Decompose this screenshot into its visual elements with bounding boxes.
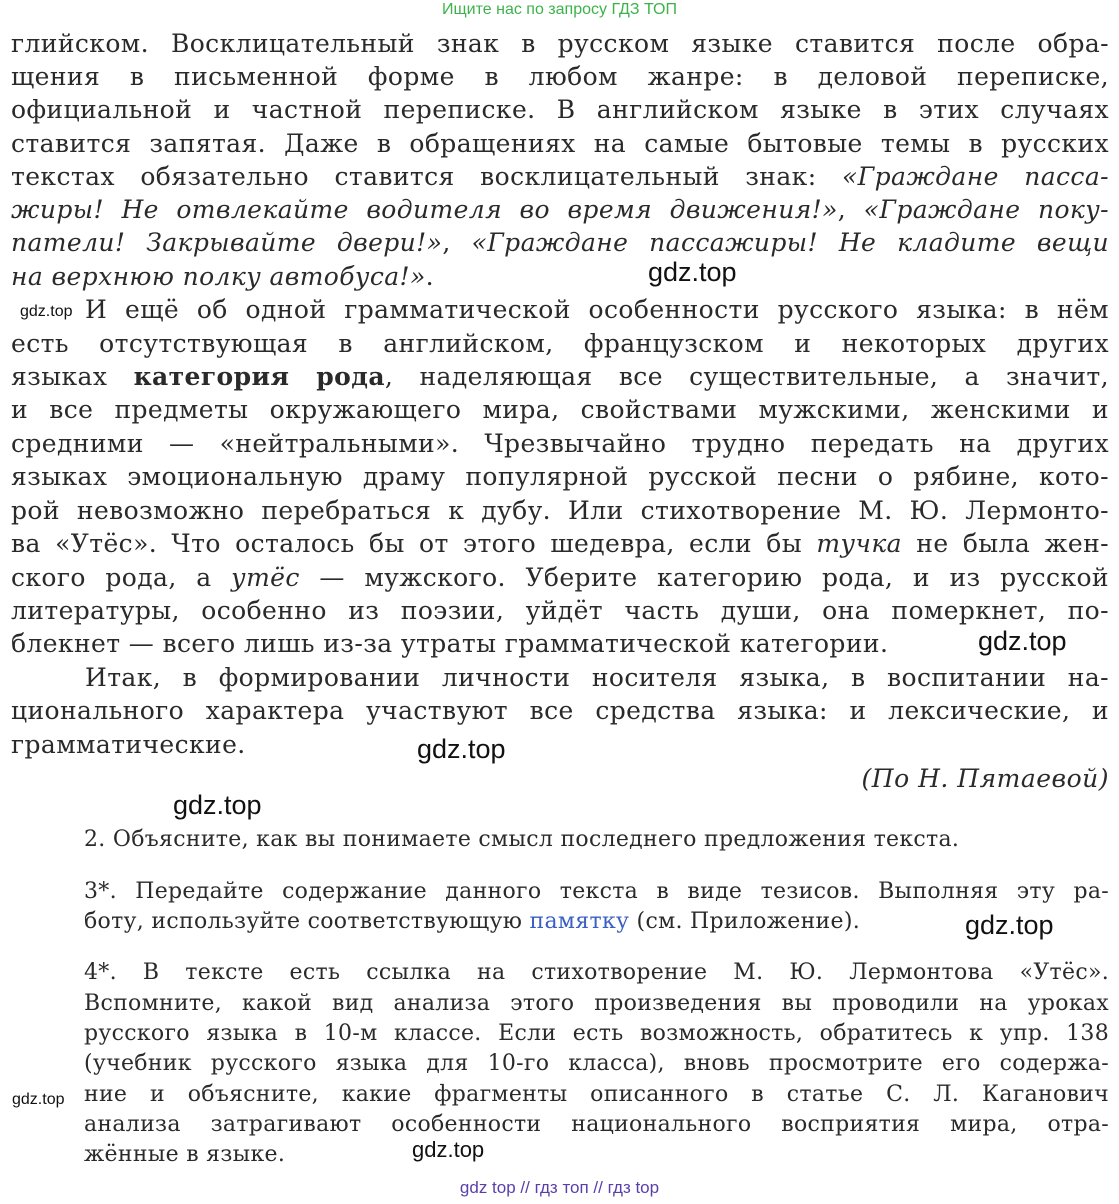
text-line: рой невозможно перебраться к дубу. Или стихотворение М. Ю. Лермонто- [11, 496, 1109, 525]
quote-italic: «Граждане пасса- [841, 162, 1109, 191]
watermark: gdz.top [648, 257, 737, 287]
text-line [11, 360, 1109, 393]
text-line: глийском. Восклицательный знак в русском языке ставится после обра- [11, 29, 1109, 58]
text-span: (см. Приложение). [629, 909, 860, 934]
text-span: , [442, 228, 472, 257]
text-line [11, 260, 1109, 293]
text-line: И ещё об одной грамматической особенности русского языка: в нём [85, 295, 1109, 324]
watermark: gdz.top [173, 790, 262, 820]
watermark: gdz.top [965, 910, 1054, 940]
text-line: есть отсутствующая в английском, французском и некоторых других [11, 329, 1109, 358]
word-italic: утёс [231, 563, 300, 592]
text-line: блекнет — всего лишь из-за утраты грамматической категории. [11, 629, 889, 658]
task-4-line: жённые в языке. [84, 1142, 286, 1167]
task-4-line: 4*. В тексте есть ссылка на стихотворение М. Ю. Лермонтова «Утёс». [84, 960, 1109, 985]
text-span: , [837, 195, 864, 224]
text-line: официальной и частной переписке. В английском языке в этих случаях [11, 95, 1109, 124]
task-2: 2. Объясните, как вы понимаете смысл последнего предложения текста. [84, 827, 960, 852]
task-4-line: русского языка в 10-м классе. Если есть возможность, обратитесь к упр. 138 [84, 1021, 1109, 1046]
quote-italic: патели! Закрывайте двери!» [11, 228, 443, 257]
text-span: боту, используйте соответствующую [84, 909, 530, 934]
text-span: . [425, 262, 435, 291]
text-span: ва «Утёс». Что осталось бы от этого шедевра, если бы [11, 529, 817, 558]
text-span: текстах обязательно ставится восклицательный знак: [11, 162, 842, 191]
text-line [11, 160, 1109, 193]
watermark: gdz.top [978, 626, 1067, 656]
text-line [11, 226, 1109, 259]
text-line: и все предметы окружающего мира, свойствами мужскими, женскими и [11, 395, 1109, 424]
text-line: ставится запятая. Даже в обращениях на самые бытовые темы в русских [11, 129, 1109, 158]
task-4-line: анализа затрагивают особенности национального восприятия мира, отра- [84, 1112, 1109, 1137]
text-line [11, 193, 1109, 226]
task-4-line: (учебник русского языка для 10-го класса), вновь просмотрите его содержа- [84, 1051, 1109, 1076]
text-line: языках эмоциональную драму популярной русской песни о рябине, кото- [11, 462, 1109, 491]
text-span: не была жен- [901, 529, 1109, 558]
text-line: литературы, особенно из поэзии, уйдёт часть души, она померкнет, по- [11, 596, 1109, 625]
source-attribution: (По Н. Пятаевой) [861, 764, 1109, 793]
watermark: gdz.top [417, 734, 506, 764]
watermark: gdz.top [20, 303, 73, 320]
text-span: языках [11, 362, 134, 391]
watermark: gdz.top [412, 1137, 485, 1162]
text-line: ционального характера участвуют все средства языка: и лексические, и [11, 696, 1109, 725]
task-3-line: 3*. Передайте содержание данного текста в виде тезисов. Выполняя эту ра- [84, 879, 1109, 904]
text-line [11, 561, 1109, 594]
text-line [11, 527, 1109, 560]
quote-italic: «Граждане поку- [863, 195, 1110, 224]
text-span: ского рода, а [11, 563, 232, 592]
text-span: , наделяющая все существительные, а значит, [384, 362, 1109, 391]
memo-link[interactable]: памятку [529, 909, 630, 934]
quote-italic: «Граждане пассажиры! Не кладите вещи [471, 228, 1109, 257]
header-banner[interactable]: Ищите нас по запросу ГДЗ ТОП [442, 1, 677, 18]
quote-italic: жиры! Не отвлекайте водителя во время движения!» [11, 195, 838, 224]
text-line: Итак, в формировании личности носителя языка, в воспитании на- [85, 663, 1109, 692]
quote-italic: на верхнюю полку автобуса!» [11, 262, 426, 291]
task-3-line [84, 907, 1109, 937]
text-span: — мужского. Уберите категорию рода, и из русской [299, 563, 1109, 592]
footer-banner[interactable]: gdz top // гдз топ // гдз top [459, 1178, 660, 1197]
text-line: средними — «нейтральными». Чрезвычайно трудно передать на других [11, 429, 1109, 458]
term-bold: категория рода [133, 362, 385, 391]
text-line: грамматические. [11, 730, 246, 759]
task-4-line: Вспомните, какой вид анализа этого произведения вы проводили на уроках [84, 991, 1109, 1016]
word-italic: тучка [816, 529, 902, 558]
text-line: щения в письменной форме в любом жанре: в деловой переписке, [11, 62, 1109, 91]
task-4-line: ние и объясните, какие фрагменты описанного в статье С. Л. Каганович [84, 1082, 1109, 1107]
watermark: gdz.top [12, 1091, 65, 1108]
